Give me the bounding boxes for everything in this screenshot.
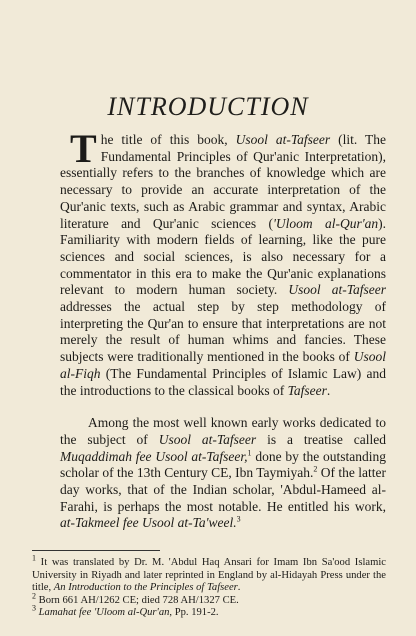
paragraph-2-text-3: done by the outstanding scholar of the 13th Century CE, Ibn Taymiyah.	[60, 448, 387, 481]
paragraph-1-text-6: .	[326, 382, 331, 398]
paragraph-1-text-1: he title of this book,	[100, 132, 236, 147]
footnote-ref-3: 3	[236, 514, 241, 524]
paragraph-2-italic-2: Muqaddimah fee Usool at-Tafseer,	[60, 448, 248, 464]
paragraph-1-text-5: (The Fundamental Principles of Islamic Law) and the introductions to the classical books of	[60, 365, 386, 398]
body-text	[60, 126, 387, 532]
paragraph-2-text-1: Among the most well known early works dedicated to the subject of	[60, 415, 386, 447]
footnote-3-mark: 3	[32, 603, 36, 613]
paragraph-1-text-3: ). Familiarity with modern fields of learning, like the pure sciences and social sciences, is also necessary for a commentator in this era to make the Qur'anic explanations relevant to modern human society.	[60, 215, 386, 298]
footnote-divider	[32, 550, 160, 551]
footnote-1-text: It was translated by Dr. M. 'Abdul Haq Ansari for Imam Ibn Sa'ood Islamic University in Riyadh and later reprinted in England by al-Hidayah Press under the title,	[32, 557, 386, 594]
paragraph-1-italic-4: Usool al-Fiqh	[60, 349, 386, 381]
footnote-1-mark: 1	[32, 553, 36, 563]
paragraph-1-italic-3: Usool at-Tafseer	[288, 282, 386, 298]
paragraph-2-italic-3: at-Takmeel fee Usool at-Ta'weel.	[60, 515, 237, 531]
footnote-ref-2: 2	[313, 464, 318, 474]
paragraph-1-italic-2: 'Uloom al-Qur'an	[272, 215, 379, 231]
drop-cap: T	[70, 126, 97, 171]
footnote-ref-1: 1	[247, 448, 252, 458]
footnote-3-text: , Pp. 191-2.	[169, 607, 219, 619]
paragraph-2	[60, 415, 386, 532]
paragraph-1-italic-1: Usool at-Tafseer	[235, 132, 331, 147]
paragraph-1	[60, 126, 387, 399]
paragraph-2-italic-1: Usool at-Tafseer	[158, 431, 257, 447]
footnote-2-mark: 2	[32, 591, 36, 601]
footnote-3-title: Lamahat fee 'Uloom al-Qur'an	[36, 607, 170, 619]
footnote-1-end: .	[237, 582, 241, 594]
footnote-1	[32, 553, 386, 595]
paragraph-2-text-2: is a treatise called	[256, 431, 387, 447]
footnote-1-title: An Introduction to the Principles of Tafseer	[53, 582, 238, 594]
footnote-2	[32, 591, 386, 608]
footnote-3	[32, 603, 386, 620]
paragraph-1-text-4: addresses the actual step by step methodology of interpreting the Qur'an to ensure that interpretations are not merely the result of human whims and fancies. These subjects were traditionally mentioned in the books of	[60, 299, 386, 365]
paragraph-1-italic-5: Tafseer	[287, 382, 327, 398]
paragraph-2-text-4: Of the latter day works, that of the Indian scholar, 'Abdul-Hameed al-Farahi, is perhaps the most notable. He entitled his work,	[60, 465, 386, 514]
footnotes	[32, 553, 386, 620]
paragraph-1-text-2: (lit. The Fundamental Principles of Qur'anic Interpretation), essentially refers to the branches of knowledge which are necessary to provide an accurate interpretation of the Qur'anic texts, such as Arabic grammar and syntax, Arabic literature and Qur'anic sciences (	[60, 132, 387, 231]
chapter-title: INTRODUCTION	[107, 92, 309, 121]
footnote-2-text: Born 661 AH/1262 CE; died 728 AH/1327 CE.	[36, 594, 239, 606]
